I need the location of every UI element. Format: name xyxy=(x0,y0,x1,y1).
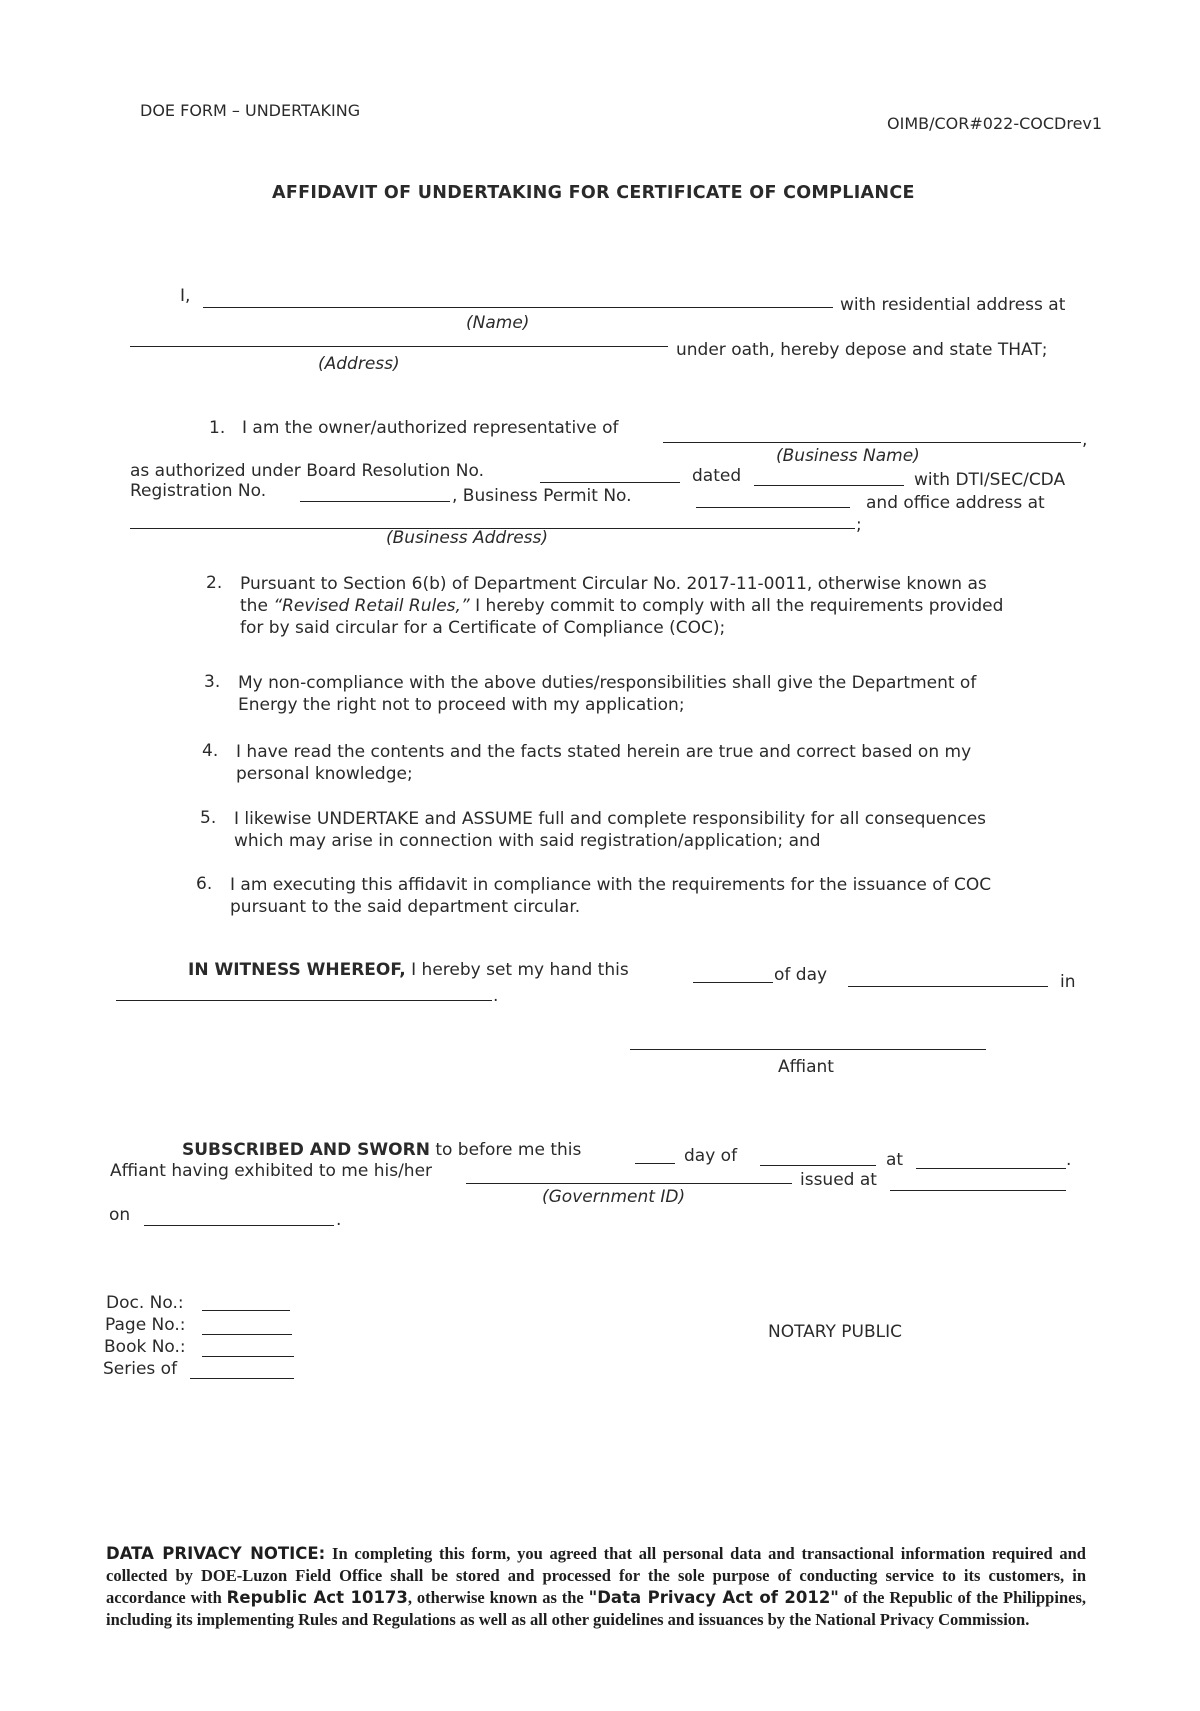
item-4-text xyxy=(236,741,1086,785)
dti-text: with DTI/SEC/CDA xyxy=(914,470,1066,490)
revised-retail-rules: “Revised Retail Rules,” xyxy=(273,596,470,616)
item-4-line-2: personal knowledge; xyxy=(236,764,413,784)
permit-text: , Business Permit No. xyxy=(452,486,632,506)
witness-text: I hereby set my hand this xyxy=(411,960,629,980)
sworn-text: to before me this xyxy=(435,1140,582,1160)
item-2-the: the xyxy=(240,596,274,616)
dated-field[interactable] xyxy=(754,485,904,486)
witness-month-field[interactable] xyxy=(848,986,1048,987)
item-5-line-2: which may arise in connection with said registration/application; and xyxy=(234,831,821,851)
item-2-line-3: for by said circular for a Certificate of Compliance (COC); xyxy=(240,618,726,638)
book-no-field[interactable] xyxy=(202,1356,294,1357)
page-no-label: Page No.: xyxy=(105,1315,186,1335)
privacy-body-2: , otherwise known as the xyxy=(407,1588,589,1607)
day-of-text: day of xyxy=(684,1146,738,1166)
privacy-heading: DATA PRIVACY NOTICE: xyxy=(106,1544,326,1563)
item-6-line-2: pursuant to the said department circular. xyxy=(230,897,581,917)
item-5-number: 5. xyxy=(200,808,217,828)
data-privacy-notice xyxy=(106,1543,1086,1631)
item-6-line-1: I am executing this affidavit in compliance with the requirements for the issuance of COC xyxy=(230,875,992,895)
book-no-label: Book No.: xyxy=(104,1337,186,1357)
witness-place-field[interactable] xyxy=(116,1000,492,1001)
item-4-line-1: I have read the contents and the facts stated herein are true and correct based on my xyxy=(236,742,972,762)
privacy-act: Republic Act 10173 xyxy=(226,1588,408,1607)
business-address-caption: (Business Address) xyxy=(386,528,549,548)
sworn-period: . xyxy=(1066,1150,1072,1170)
government-id-field[interactable] xyxy=(466,1183,792,1184)
privacy-body-1: In completing this form, you agreed that all personal data and transactional information required and collected by DOE-Luzon Field Office shall be stored and processed for the sole purpose of conducting service to its customers, in accordance with xyxy=(106,1544,1086,1607)
item-1-number: 1. xyxy=(209,418,226,438)
government-id-caption: (Government ID) xyxy=(542,1187,686,1207)
issued-at-field[interactable] xyxy=(890,1190,1066,1191)
series-of-field[interactable] xyxy=(190,1378,294,1379)
business-name-field[interactable] xyxy=(663,442,1081,443)
doc-no-field[interactable] xyxy=(202,1310,290,1311)
witness-day-field[interactable] xyxy=(693,982,773,983)
form-label: DOE FORM – UNDERTAKING xyxy=(140,101,361,120)
affiant-signature-line[interactable] xyxy=(630,1049,986,1050)
on-period: . xyxy=(336,1210,342,1230)
item-3-line-2: Energy the right not to proceed with my application; xyxy=(238,695,685,715)
affiant-label: Affiant xyxy=(778,1057,834,1077)
sworn-day-field[interactable] xyxy=(635,1163,675,1164)
item-5-line-1: I likewise UNDERTAKE and ASSUME full and complete responsibility for all consequences xyxy=(234,809,987,829)
witness-bold: IN WITNESS WHEREOF, xyxy=(188,960,406,980)
sworn-month-field[interactable] xyxy=(760,1165,876,1166)
office-address-text: and office address at xyxy=(866,493,1045,513)
intro-i-prefix: I, xyxy=(180,286,191,306)
item-3-text xyxy=(238,672,1088,716)
form-code: OIMB/COR#022-COCDrev1 xyxy=(887,114,1103,133)
witness-period: . xyxy=(493,986,499,1006)
series-of-label: Series of xyxy=(103,1359,178,1379)
sworn-place-field[interactable] xyxy=(916,1168,1066,1169)
sworn-bold: SUBSCRIBED AND SWORN xyxy=(182,1140,430,1160)
item-6-text xyxy=(230,874,1090,918)
item-2-line-1: Pursuant to Section 6(b) of Department Circular No. 2017-11-0011, otherwise known as xyxy=(240,574,987,594)
at-text: at xyxy=(886,1150,904,1170)
on-date-field[interactable] xyxy=(144,1225,334,1226)
permit-field[interactable] xyxy=(696,507,850,508)
page-title: AFFIDAVIT OF UNDERTAKING FOR CERTIFICATE OF COMPLIANCE xyxy=(272,183,915,203)
notary-public-label: NOTARY PUBLIC xyxy=(768,1322,903,1342)
name-caption: (Name) xyxy=(466,313,530,333)
registration-field[interactable] xyxy=(300,501,450,502)
page-no-field[interactable] xyxy=(202,1334,292,1335)
privacy-act-name: "Data Privacy Act of 2012" xyxy=(588,1588,839,1607)
dated-text: dated xyxy=(692,466,742,486)
item-3-number: 3. xyxy=(204,672,221,692)
witness-line xyxy=(188,960,629,980)
address-caption: (Address) xyxy=(318,354,400,374)
doc-no-label: Doc. No.: xyxy=(106,1293,184,1313)
item-2-text xyxy=(240,573,1086,639)
issued-at-text: issued at xyxy=(800,1170,877,1190)
on-text: on xyxy=(109,1205,131,1225)
address-field[interactable] xyxy=(130,346,668,347)
residential-text: with residential address at xyxy=(840,295,1066,315)
item-3-line-1: My non-compliance with the above duties/responsibilities shall give the Department of xyxy=(238,673,977,693)
registration-text: Registration No. xyxy=(130,481,267,501)
privacy-body-3: of the Republic of the Philippines, including its implementing Rules and Regulations as well as all other guidelines and issuances by the National Privacy Commission. xyxy=(106,1588,1086,1629)
in-text: in xyxy=(1060,972,1076,992)
item-4-number: 4. xyxy=(202,741,219,761)
sworn-line-2: Affiant having exhibited to me his/her xyxy=(110,1161,433,1181)
board-resolution-field[interactable] xyxy=(540,482,680,483)
business-name-caption: (Business Name) xyxy=(776,446,920,466)
of-day-text: of day xyxy=(774,965,828,985)
sworn-line xyxy=(182,1140,581,1160)
item-2-line-2 xyxy=(240,595,1086,617)
name-field[interactable] xyxy=(203,307,833,308)
board-resolution-text: as authorized under Board Resolution No. xyxy=(130,461,485,481)
item-1-comma: , xyxy=(1082,430,1088,450)
item-5-text xyxy=(234,808,1090,852)
item-1-text: I am the owner/authorized representative of xyxy=(242,418,619,438)
item-1-semicolon: ; xyxy=(856,515,862,535)
item-6-number: 6. xyxy=(196,874,213,894)
item-2-line-2-rest: I hereby commit to comply with all the requirements provided xyxy=(469,596,1004,616)
item-2-number: 2. xyxy=(206,573,223,593)
oath-text: under oath, hereby depose and state THAT; xyxy=(676,340,1048,360)
